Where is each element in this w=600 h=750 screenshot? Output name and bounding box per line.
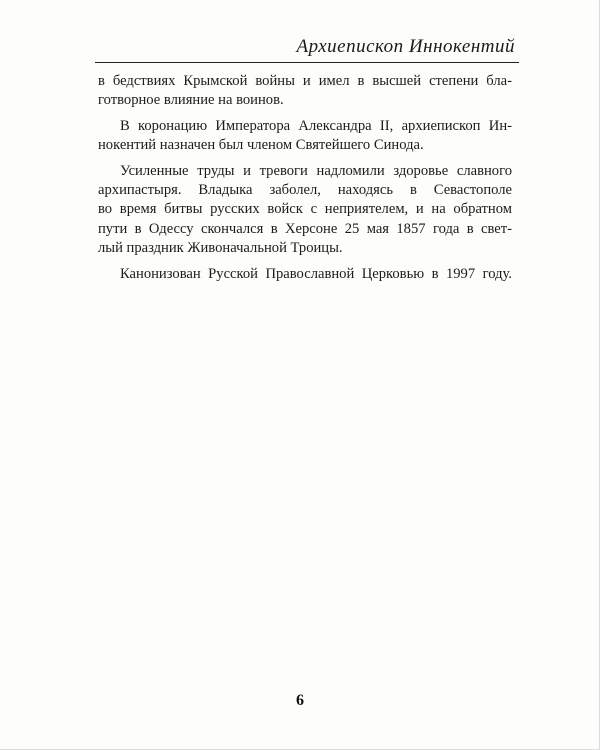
paragraph-4 <box>98 265 512 284</box>
text-line: во время битвы русских войск с неприятелем, и на обратном <box>98 201 512 218</box>
text-line: в бедствиях Крымской войны и имел в высшей степени бла- <box>98 73 512 89</box>
text-line: готворное влияние на воинов. <box>98 92 284 109</box>
paragraph-1 <box>98 72 512 111</box>
body-text <box>98 72 512 290</box>
text-line: архипастыря. Владыка заболел, находясь в Севастополе <box>98 182 512 199</box>
text-line: лый праздник Живоначальной Троицы. <box>98 240 343 257</box>
text-line: В коронацию Императора Александра II, архиепископ Ин- <box>120 117 512 134</box>
text-line: нокентий назначен был членом Святейшего Синода. <box>98 137 424 154</box>
text-line: Усиленные труды и тревоги надломили здоровье славного <box>120 162 512 179</box>
paragraph-2 <box>98 117 512 156</box>
header-rule <box>95 62 519 63</box>
page-number: 6 <box>296 692 304 709</box>
text-line: Канонизован Русской Православной Церковью в 1997 году. <box>120 265 512 282</box>
running-head: Архиепископ Иннокентий <box>296 36 515 57</box>
text-line: пути в Одессу скончался в Херсоне 25 мая 1857 года в свет- <box>98 220 512 237</box>
paragraph-3 <box>98 162 512 259</box>
